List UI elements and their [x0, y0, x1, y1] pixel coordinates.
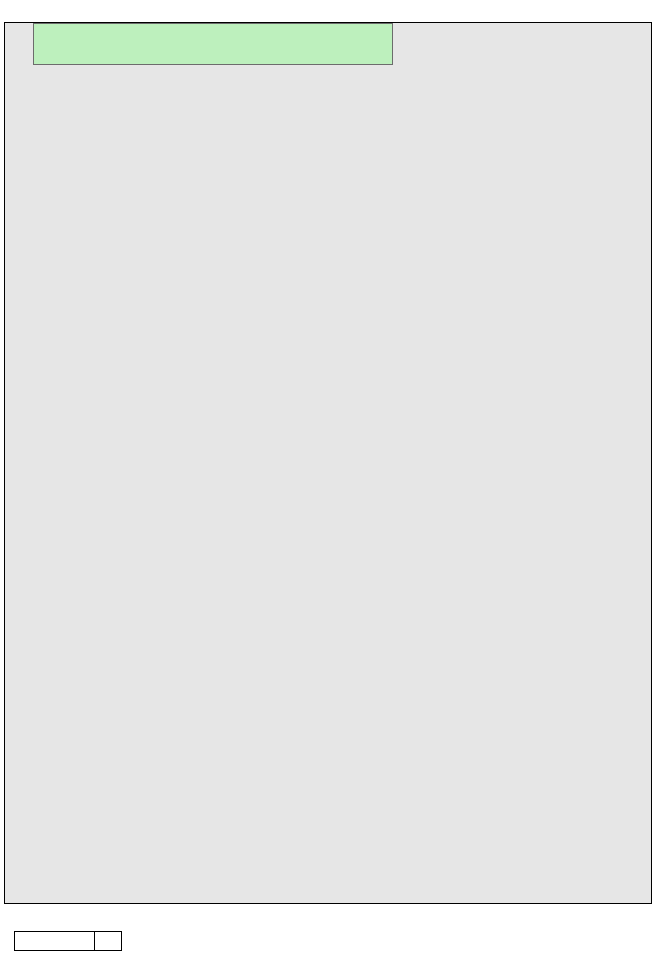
income-after-deductions-row: [33, 23, 393, 65]
form-footer: [14, 931, 122, 951]
page-number: [95, 932, 121, 950]
form-id: [15, 932, 95, 950]
form-frame: [4, 22, 652, 904]
